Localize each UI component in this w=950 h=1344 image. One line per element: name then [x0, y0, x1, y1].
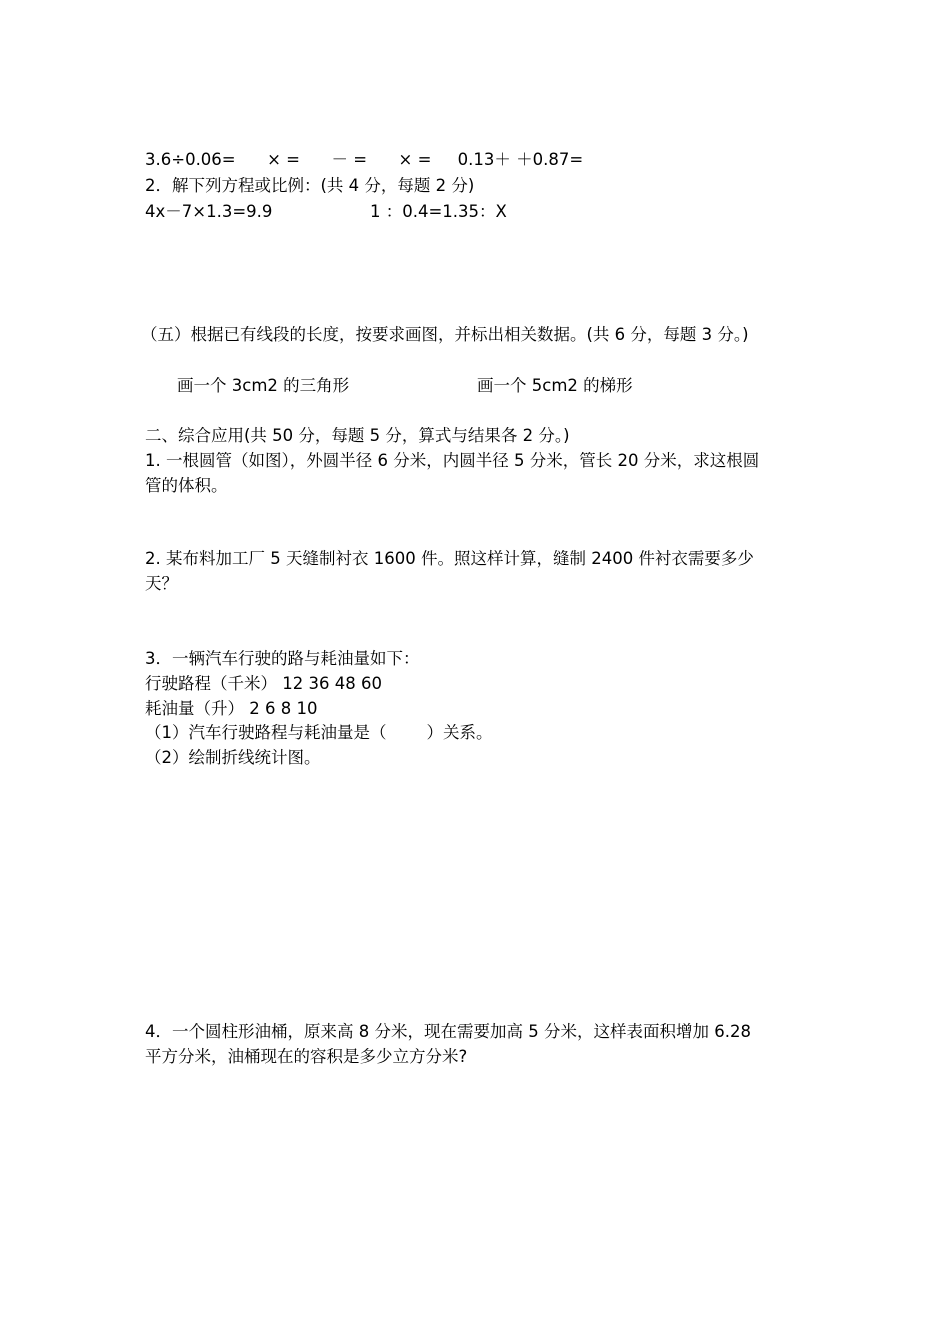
equations-heading: 2．解下列方程或比例：(共 4 分，每题 2 分) [145, 176, 475, 195]
question-3-sub-1 [145, 721, 493, 745]
question-1-line-2: 管的体积。 [145, 476, 228, 495]
question-2-line-2: 天？ [145, 574, 178, 593]
question-3-intro: 3．一辆汽车行驶的路与耗油量如下： [145, 649, 420, 668]
sub-1-text-a: （1）汽车行驶路程与耗油量是（ [145, 723, 387, 742]
equation-b: 1 ：0.4=1.35：X [370, 202, 507, 221]
fuel-row: 耗油量（升） 2 6 8 10 [145, 699, 318, 718]
question-4-line-1: 4．一个圆柱形油桶，原来高 8 分米，现在需要加高 5 分米，这样表面积增加 6.28 [145, 1022, 751, 1041]
drawing-section-heading: （五）根据已有线段的长度，按要求画图，并标出相关数据。(共 6 分，每题 3 分。) [141, 325, 749, 344]
question-4-line-2: 平方分米，油桶现在的容积是多少立方分米? [145, 1047, 468, 1066]
calc-row: 3.6÷0.06= × = － = × = 0.13＋ ＋0.87= [145, 150, 584, 169]
equation-a: 4x－7×1.3=9.9 [145, 202, 273, 221]
question-1-line-1: 1. 一根圆管（如图），外圆半径 6 分米，内圆半径 5 分米，管长 20 分米，求这根圆 [145, 451, 760, 470]
sub-1-text-b: ）关系。 [426, 723, 493, 742]
distance-row: 行驶路程（千米） 12 36 48 60 [145, 674, 382, 693]
draw-trapezoid-task: 画一个 5cm2 的梯形 [477, 376, 633, 395]
question-2-line-1: 2. 某布料加工厂 5 天缝制衬衣 1600 件。照这样计算，缝制 2400 件衬衣需要多少 [145, 549, 754, 568]
question-3-sub-2: （2）绘制折线统计图。 [145, 748, 321, 767]
applications-heading: 二、综合应用(共 50 分，每题 5 分，算式与结果各 2 分。) [145, 426, 570, 445]
draw-triangle-task: 画一个 3cm2 的三角形 [177, 376, 350, 395]
